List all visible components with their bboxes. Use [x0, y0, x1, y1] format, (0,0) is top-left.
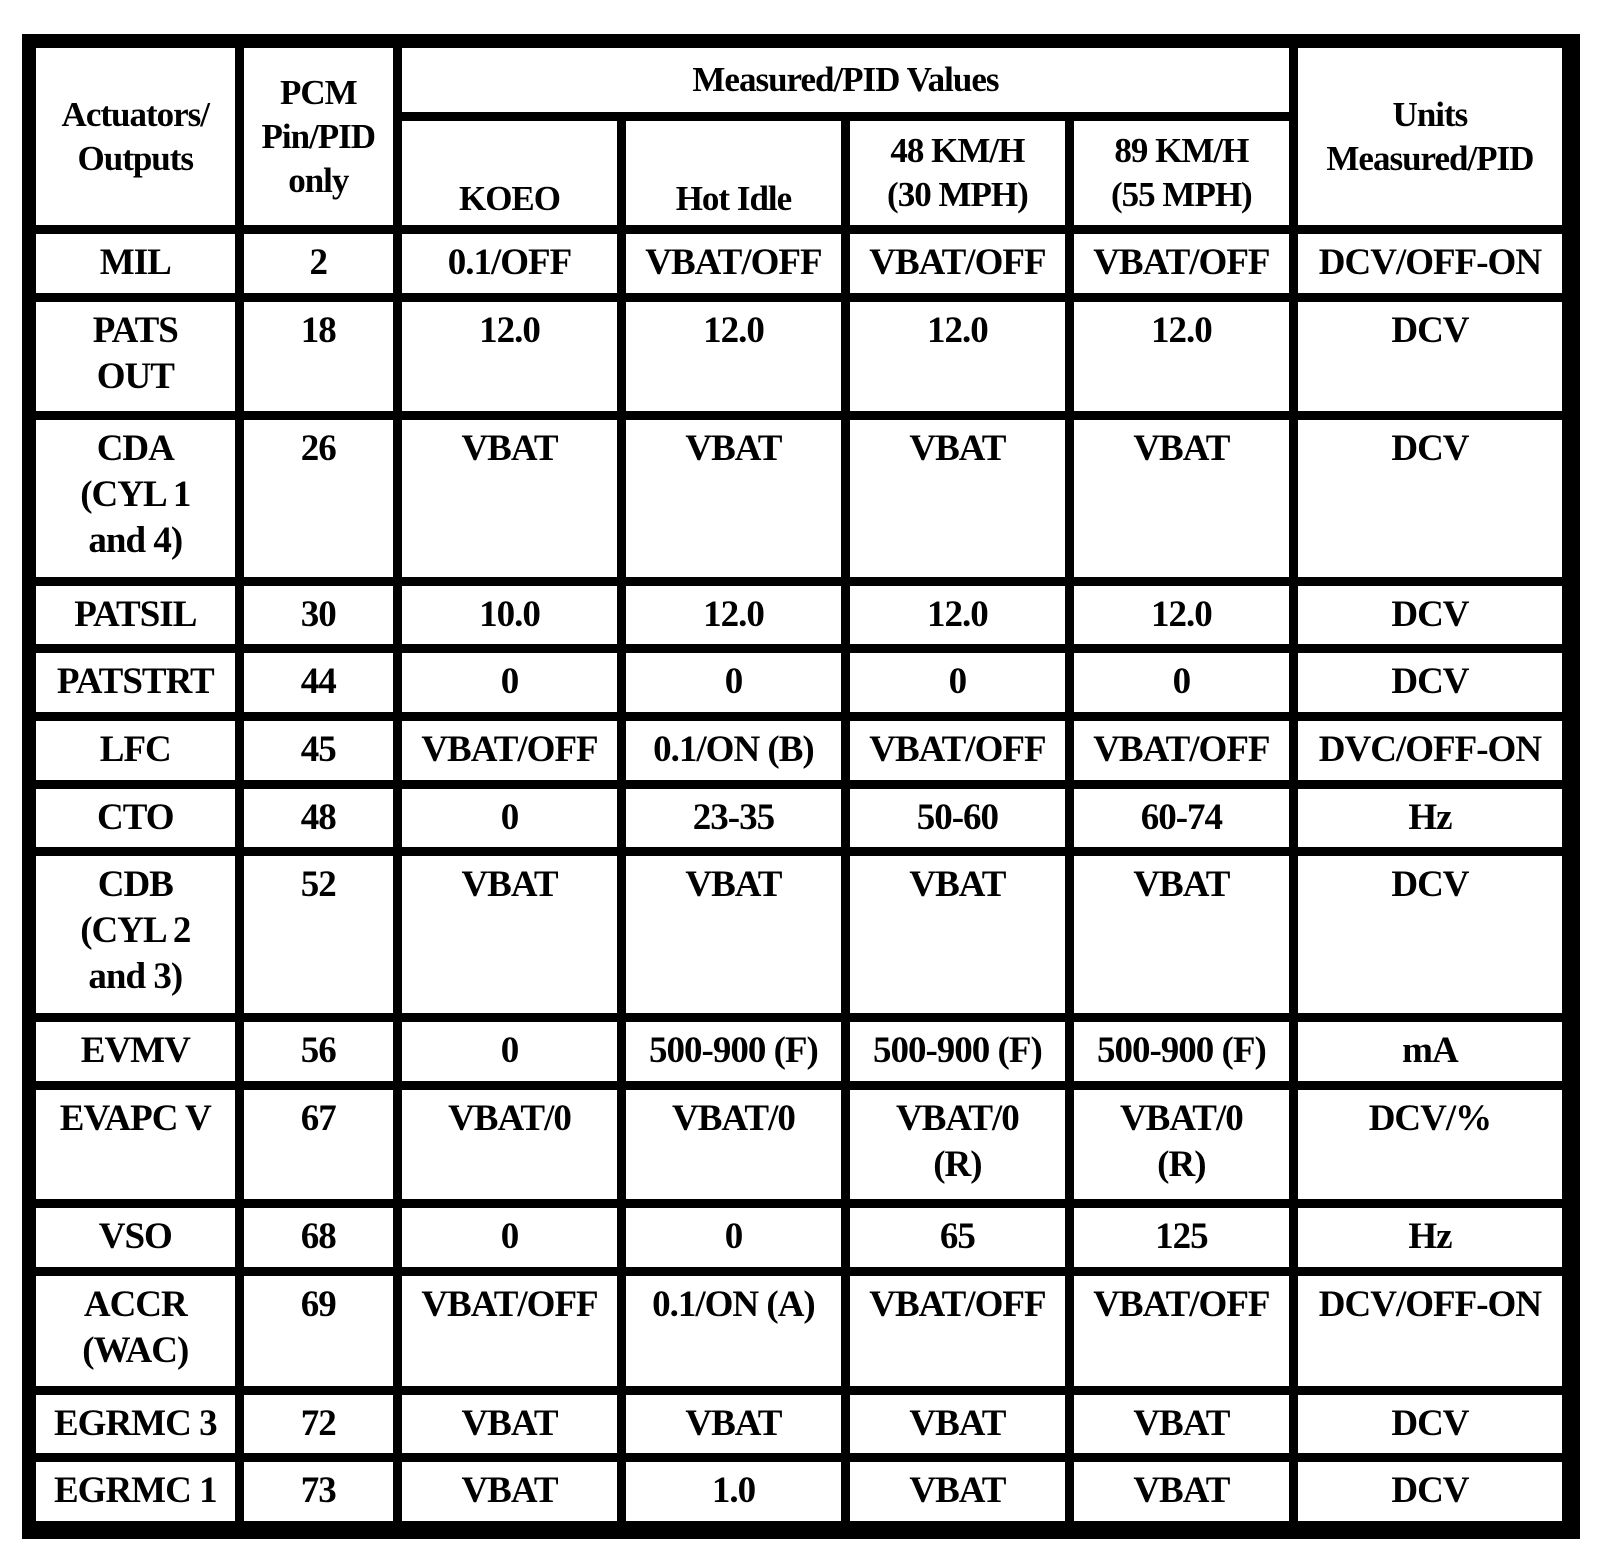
kmh89-cell: VBAT/0 (R): [1074, 1090, 1289, 1200]
hot-idle-cell: VBAT/OFF: [626, 234, 841, 293]
table-row: [36, 420, 1562, 576]
koeo-cell: VBAT: [402, 1462, 617, 1521]
kmh89-cell: VBAT: [1074, 1462, 1289, 1521]
kmh48-cell: VBAT/OFF: [850, 1276, 1065, 1386]
kmh89-cell: VBAT: [1074, 856, 1289, 1012]
hot-idle-cell: 23-35: [626, 789, 841, 848]
units-cell: DCV: [1298, 653, 1562, 712]
kmh48-cell: 0: [850, 653, 1065, 712]
pin-cell: 44: [244, 653, 393, 712]
table-row: [36, 1462, 1562, 1521]
units-cell: DCV: [1298, 302, 1562, 412]
kmh89-cell: 125: [1074, 1208, 1289, 1267]
header-measured-pid-values: Measured/PID Values: [402, 48, 1289, 112]
kmh89-cell: VBAT/OFF: [1074, 721, 1289, 780]
table-row: [36, 1395, 1562, 1454]
kmh48-cell: VBAT: [850, 1395, 1065, 1454]
actuator-cell: ACCR (WAC): [36, 1276, 235, 1386]
units-cell: DCV: [1298, 1395, 1562, 1454]
koeo-cell: 0.1/OFF: [402, 234, 617, 293]
table-row: [36, 1090, 1562, 1200]
koeo-cell: 0: [402, 1208, 617, 1267]
kmh48-cell: 65: [850, 1208, 1065, 1267]
kmh48-cell: 12.0: [850, 302, 1065, 412]
header-pin: PCM Pin/PID only: [244, 48, 393, 225]
actuator-cell: CDA (CYL 1 and 4): [36, 420, 235, 576]
units-cell: mA: [1298, 1022, 1562, 1081]
units-cell: DCV/OFF-ON: [1298, 1276, 1562, 1386]
actuator-cell: EGRMC 3: [36, 1395, 235, 1454]
header-48kmh: 48 KM/H (30 MPH): [850, 121, 1065, 225]
actuator-cell: EVMV: [36, 1022, 235, 1081]
kmh89-cell: 12.0: [1074, 586, 1289, 645]
koeo-cell: VBAT: [402, 420, 617, 576]
koeo-cell: 12.0: [402, 302, 617, 412]
kmh89-cell: 0: [1074, 653, 1289, 712]
pin-cell: 52: [244, 856, 393, 1012]
table-row: [36, 653, 1562, 712]
kmh89-cell: VBAT/OFF: [1074, 1276, 1289, 1386]
table-row: [36, 1022, 1562, 1081]
kmh48-cell: VBAT/OFF: [850, 721, 1065, 780]
units-cell: DCV: [1298, 586, 1562, 645]
actuator-cell: EGRMC 1: [36, 1462, 235, 1521]
kmh89-cell: 500-900 (F): [1074, 1022, 1289, 1081]
header-actuators: Actuators/ Outputs: [36, 48, 235, 225]
pin-cell: 18: [244, 302, 393, 412]
kmh89-cell: 60-74: [1074, 789, 1289, 848]
pin-cell: 2: [244, 234, 393, 293]
kmh48-cell: VBAT/0 (R): [850, 1090, 1065, 1200]
table-row: [36, 586, 1562, 645]
table-body: [36, 234, 1562, 1521]
hot-idle-cell: 12.0: [626, 302, 841, 412]
hot-idle-cell: 0.1/ON (B): [626, 721, 841, 780]
hot-idle-cell: VBAT/0: [626, 1090, 841, 1200]
koeo-cell: VBAT/0: [402, 1090, 617, 1200]
actuator-cell: MIL: [36, 234, 235, 293]
koeo-cell: VBAT/OFF: [402, 1276, 617, 1386]
actuator-cell: CTO: [36, 789, 235, 848]
koeo-cell: 0: [402, 1022, 617, 1081]
table-row: [36, 721, 1562, 780]
table-row: [36, 1208, 1562, 1267]
table-row: [36, 1276, 1562, 1386]
units-cell: Hz: [1298, 789, 1562, 848]
kmh89-cell: VBAT: [1074, 420, 1289, 576]
units-cell: DCV/%: [1298, 1090, 1562, 1200]
header-koeo: KOEO: [402, 121, 617, 225]
koeo-cell: 0: [402, 789, 617, 848]
header-row-1: [36, 48, 1562, 112]
pin-cell: 30: [244, 586, 393, 645]
hot-idle-cell: 0: [626, 1208, 841, 1267]
hot-idle-cell: 0: [626, 653, 841, 712]
koeo-cell: VBAT: [402, 856, 617, 1012]
pin-cell: 68: [244, 1208, 393, 1267]
kmh48-cell: VBAT: [850, 856, 1065, 1012]
kmh48-cell: 50-60: [850, 789, 1065, 848]
hot-idle-cell: 0.1/ON (A): [626, 1276, 841, 1386]
units-cell: DVC/OFF-ON: [1298, 721, 1562, 780]
koeo-cell: VBAT: [402, 1395, 617, 1454]
kmh48-cell: 500-900 (F): [850, 1022, 1065, 1081]
actuator-cell: EVAPC V: [36, 1090, 235, 1200]
kmh48-cell: VBAT: [850, 420, 1065, 576]
units-cell: DCV: [1298, 856, 1562, 1012]
header-89kmh: 89 KM/H (55 MPH): [1074, 121, 1289, 225]
units-cell: DCV: [1298, 420, 1562, 576]
koeo-cell: VBAT/OFF: [402, 721, 617, 780]
table-row: [36, 856, 1562, 1012]
units-cell: DCV/OFF-ON: [1298, 234, 1562, 293]
hot-idle-cell: 1.0: [626, 1462, 841, 1521]
table-row: [36, 789, 1562, 848]
actuator-cell: PATS OUT: [36, 302, 235, 412]
kmh89-cell: 12.0: [1074, 302, 1289, 412]
hot-idle-cell: VBAT: [626, 856, 841, 1012]
kmh48-cell: 12.0: [850, 586, 1065, 645]
header-units: Units Measured/PID: [1298, 48, 1562, 225]
pin-cell: 67: [244, 1090, 393, 1200]
hot-idle-cell: VBAT: [626, 420, 841, 576]
pin-cell: 26: [244, 420, 393, 576]
hot-idle-cell: 12.0: [626, 586, 841, 645]
pcm-values-table: [22, 34, 1580, 1539]
kmh48-cell: VBAT: [850, 1462, 1065, 1521]
table-row: [36, 234, 1562, 293]
pin-cell: 73: [244, 1462, 393, 1521]
data-table: [27, 39, 1571, 1530]
kmh48-cell: VBAT/OFF: [850, 234, 1065, 293]
pin-cell: 45: [244, 721, 393, 780]
hot-idle-cell: 500-900 (F): [626, 1022, 841, 1081]
actuator-cell: LFC: [36, 721, 235, 780]
actuator-cell: PATSTRT: [36, 653, 235, 712]
header-hot-idle: Hot Idle: [626, 121, 841, 225]
units-cell: Hz: [1298, 1208, 1562, 1267]
koeo-cell: 0: [402, 653, 617, 712]
hot-idle-cell: VBAT: [626, 1395, 841, 1454]
units-cell: DCV: [1298, 1462, 1562, 1521]
pin-cell: 69: [244, 1276, 393, 1386]
kmh89-cell: VBAT/OFF: [1074, 234, 1289, 293]
pin-cell: 72: [244, 1395, 393, 1454]
koeo-cell: 10.0: [402, 586, 617, 645]
table-row: [36, 302, 1562, 412]
pin-cell: 48: [244, 789, 393, 848]
actuator-cell: VSO: [36, 1208, 235, 1267]
pin-cell: 56: [244, 1022, 393, 1081]
kmh89-cell: VBAT: [1074, 1395, 1289, 1454]
actuator-cell: CDB (CYL 2 and 3): [36, 856, 235, 1012]
actuator-cell: PATSIL: [36, 586, 235, 645]
